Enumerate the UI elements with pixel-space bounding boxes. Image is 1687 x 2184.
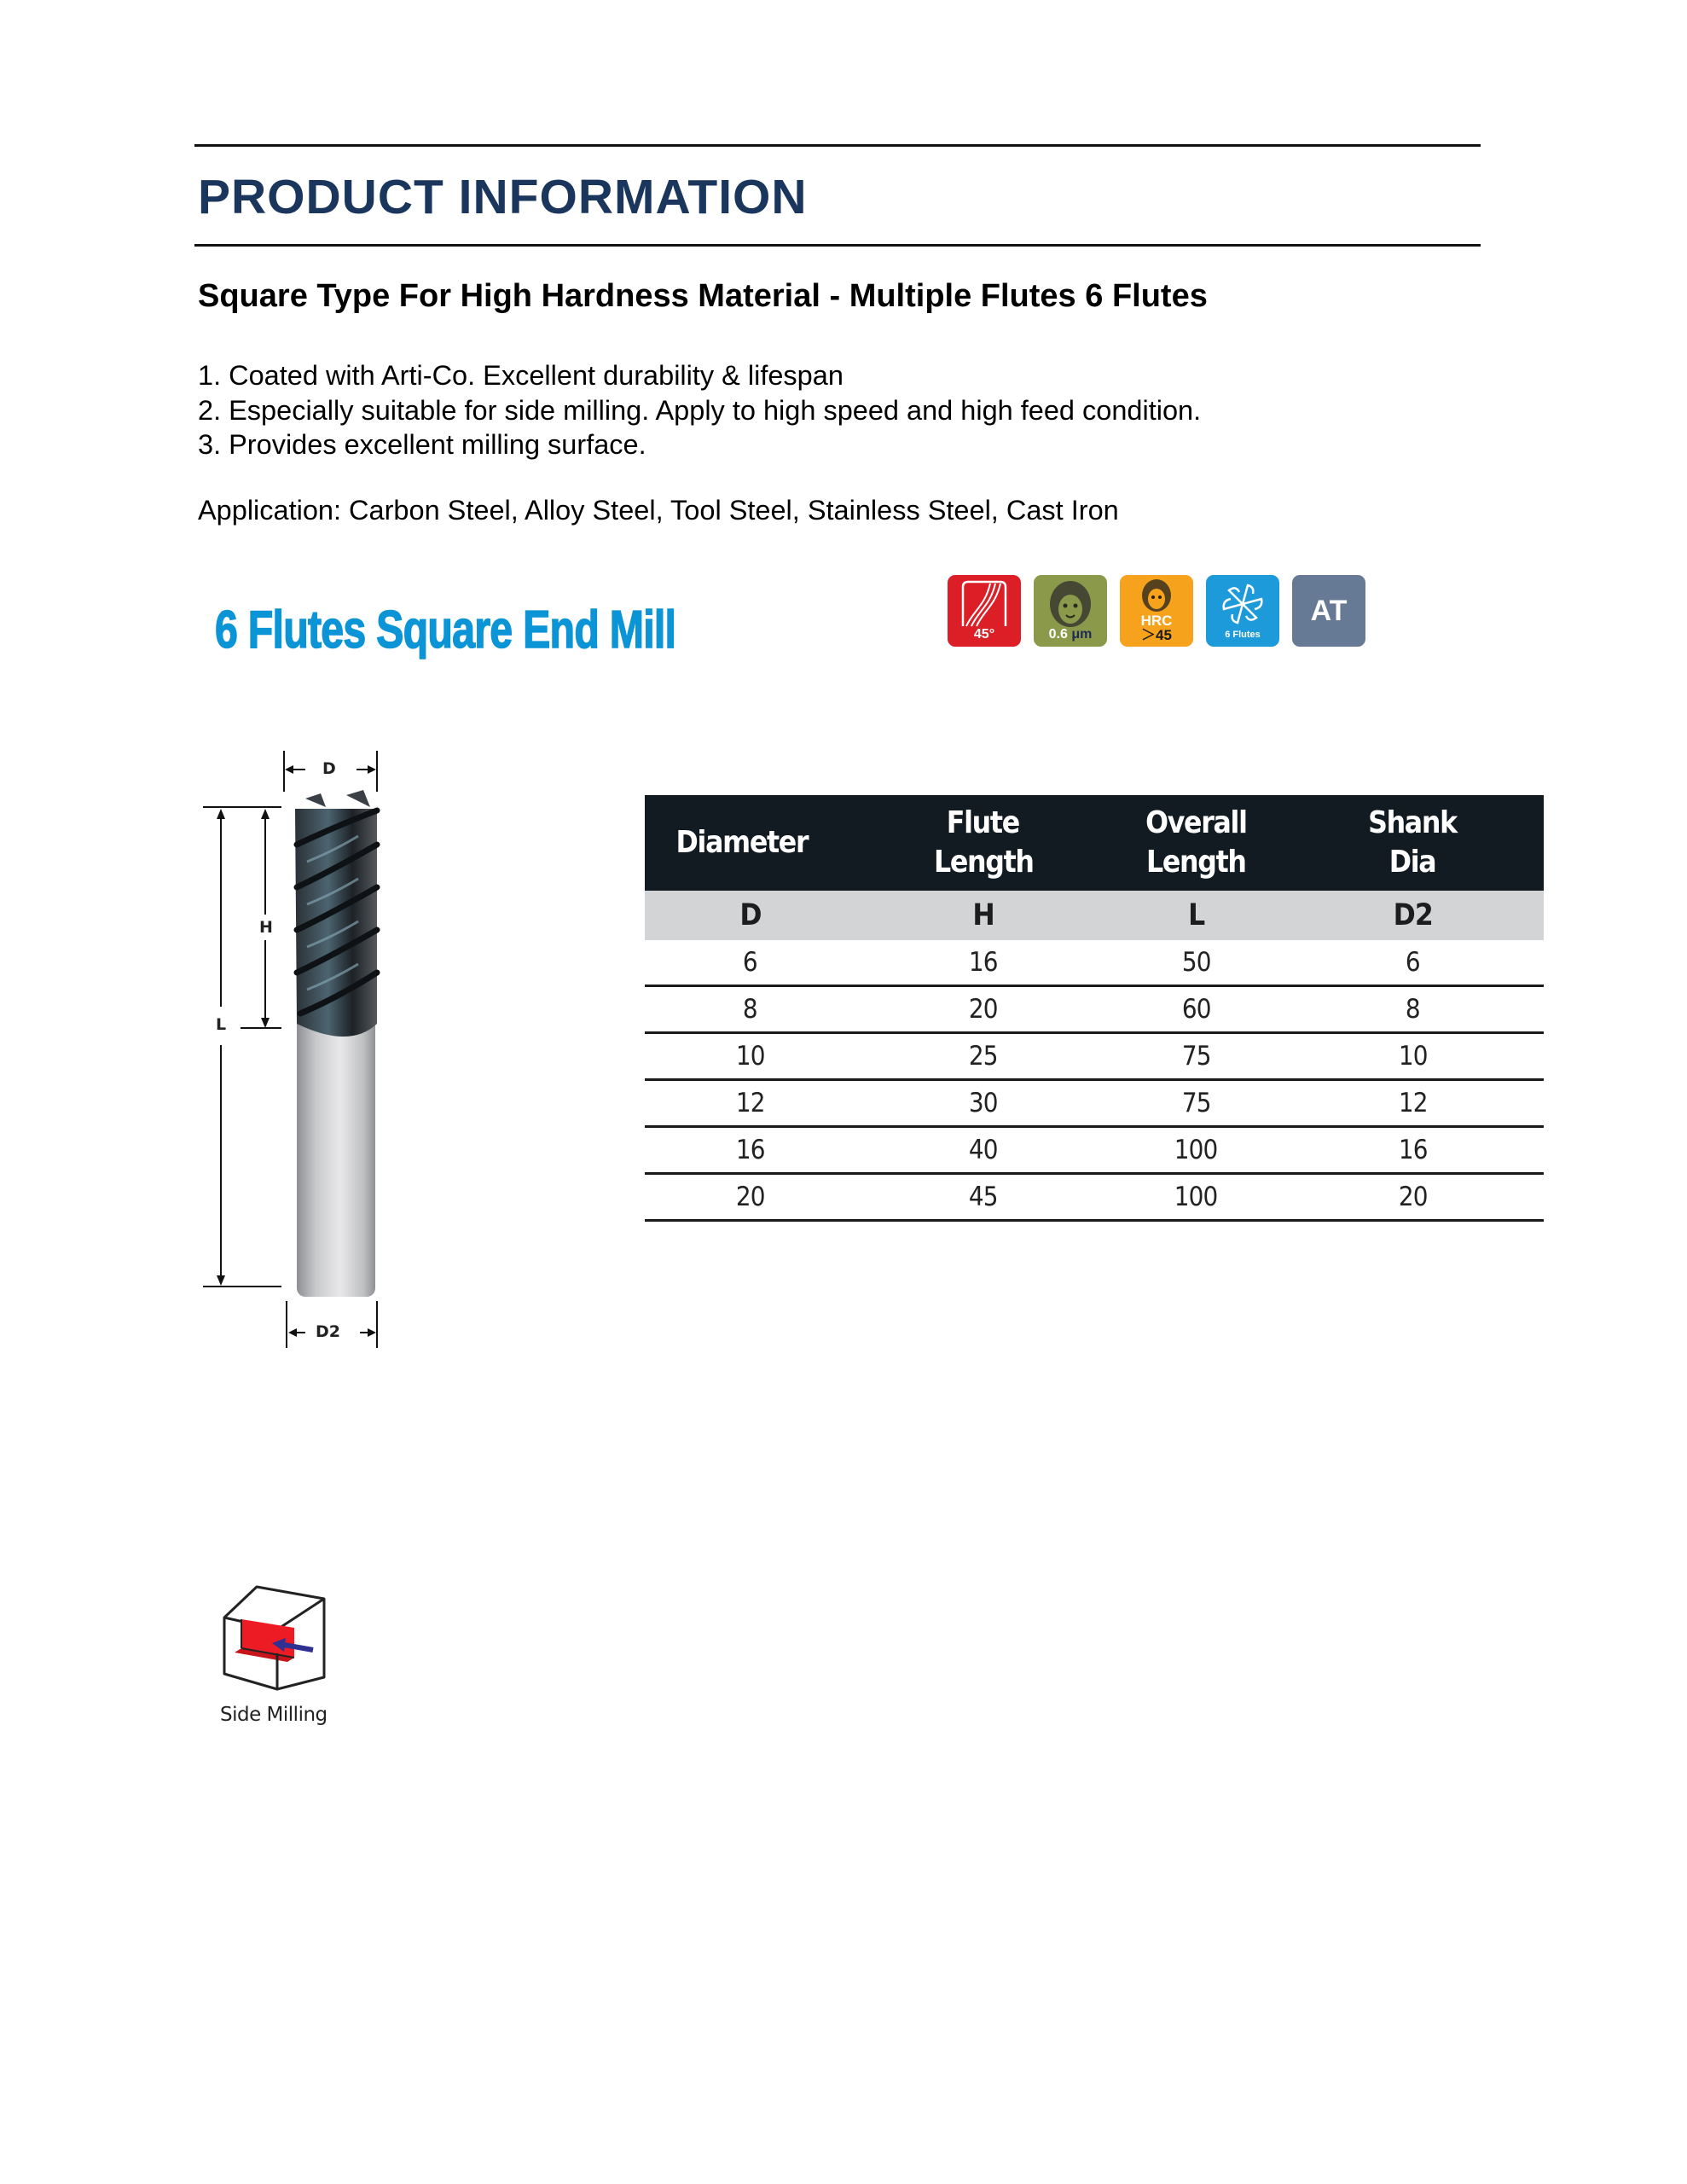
helix-angle-icon [948,575,1021,647]
product-banner: 6 Flutes Square End Mill [215,601,676,659]
dim-label-d: D [322,759,336,778]
side-milling-icon [217,1577,328,1692]
dim-label-h: H [259,918,273,937]
table-row [645,986,1544,1033]
side-milling-label: Side Milling [220,1704,328,1726]
hardness-icon [1120,575,1193,647]
table-symbol-row [645,891,1544,940]
feature-list [198,358,1201,462]
cell-diameter: 20 [645,1174,855,1221]
cell-overall-length: 100 [1110,1174,1281,1221]
title-rule [194,244,1481,247]
cell-flute-length: 20 [855,986,1110,1033]
feature-item: 1. Coated with Arti-Co. Excellent durability & lifespan [198,360,844,391]
cell-overall-length: 75 [1110,1080,1281,1127]
application-text: Application: Carbon Steel, Alloy Steel, Tool Steel, Stainless Steel, Cast Iron [198,495,1119,526]
six-flutes-label: 6 Flutes [1225,630,1261,640]
header-shank-dia: Shank Dia [1282,795,1544,891]
feature-item: 3. Provides excellent milling surface. [198,429,646,460]
product-subtitle: Square Type For High Hardness Material - Multiple Flutes 6 Flutes [198,278,1208,314]
cell-diameter: 16 [645,1127,855,1174]
cell-shank-dia: 20 [1282,1174,1544,1221]
helix-angle-label: 45° [973,627,995,642]
dim-label-l: L [216,1015,227,1034]
cell-overall-length: 50 [1110,940,1281,986]
cell-diameter: 12 [645,1080,855,1127]
cell-overall-length: 60 [1110,986,1281,1033]
cell-flute-length: 25 [855,1033,1110,1080]
table-row [645,1080,1544,1127]
spec-table [645,795,1544,1222]
symbol-cell: D [645,891,855,940]
top-rule [194,144,1481,147]
header-flute-length: Flute Length [855,795,1110,891]
header-overall-length: Overall Length [1110,795,1281,891]
hrc-label: HRC [1140,613,1173,629]
table-row [645,1174,1544,1221]
coating-icon [1292,575,1365,647]
cell-flute-length: 45 [855,1174,1110,1221]
cell-overall-length: 100 [1110,1127,1281,1174]
symbol-cell: D2 [1282,891,1544,940]
table-row [645,940,1544,986]
coating-label: AT [1310,595,1348,627]
cell-flute-length: 30 [855,1080,1110,1127]
cell-diameter: 10 [645,1033,855,1080]
cell-flute-length: 40 [855,1127,1110,1174]
feature-item: 2. Especially suitable for side milling. Apply to high speed and high feed condition. [198,394,1202,426]
cell-shank-dia: 10 [1282,1033,1544,1080]
micro-grain-icon [1034,575,1107,647]
table-row [645,1127,1544,1174]
header-diameter: Diameter [645,795,855,891]
micro-grain-label [1049,628,1093,642]
end-mill-drawing [196,751,392,1348]
six-flutes-icon [1206,575,1279,647]
cell-overall-length: 75 [1110,1033,1281,1080]
symbol-cell: H [855,891,1110,940]
table-header-row [645,795,1544,891]
dim-label-d2: D2 [316,1322,340,1341]
cell-shank-dia: 8 [1282,986,1544,1033]
cell-shank-dia: 6 [1282,940,1544,986]
end-mill-diagram [196,751,392,1348]
page-title: PRODUCT INFORMATION [198,170,808,224]
cell-diameter: 6 [645,940,855,986]
table-row [645,1033,1544,1080]
grain-size-unit: μm [1071,627,1093,642]
hrc-value: ＞45 [1141,627,1172,643]
symbol-cell: L [1110,891,1281,940]
cell-shank-dia: 12 [1282,1080,1544,1127]
cell-shank-dia: 16 [1282,1127,1544,1174]
grain-size-value: 0.6 [1048,627,1068,642]
cell-diameter: 8 [645,986,855,1033]
cell-flute-length: 16 [855,940,1110,986]
